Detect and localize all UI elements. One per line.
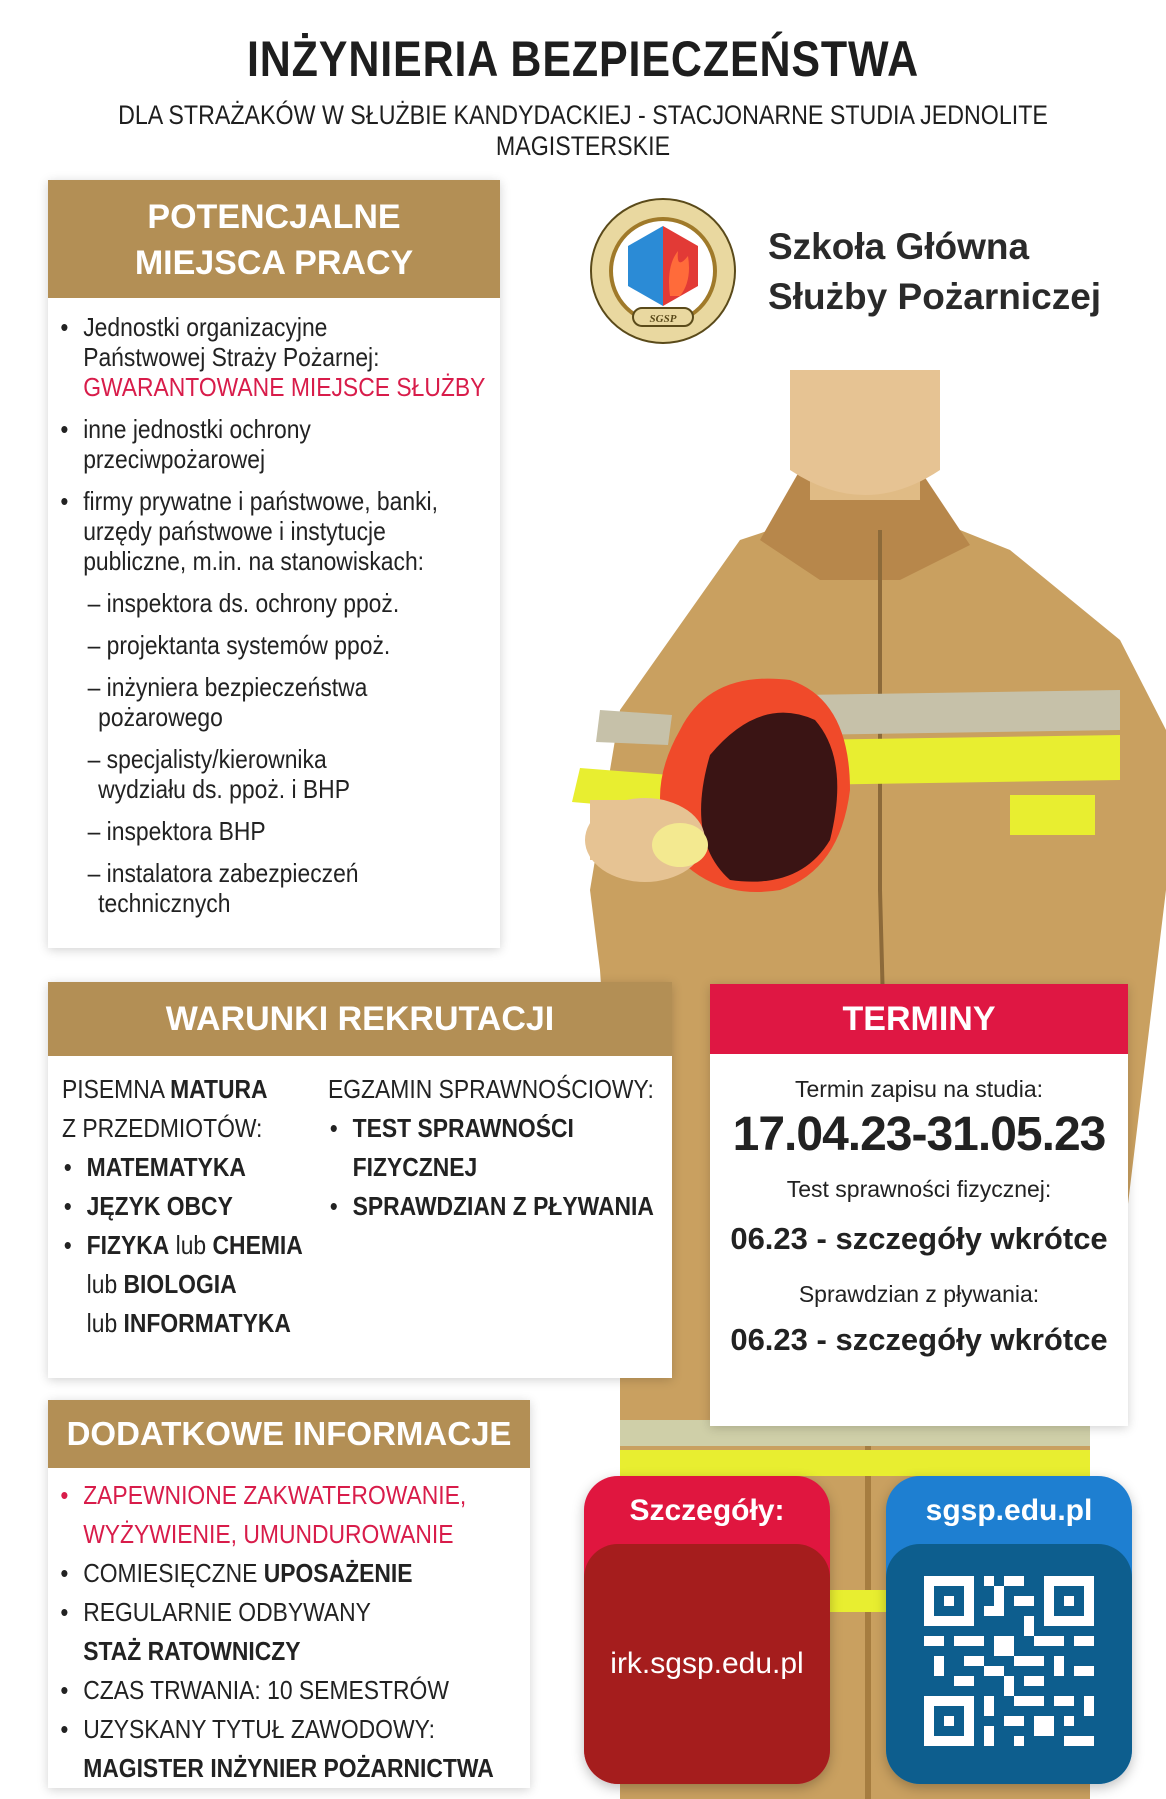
list-text: publiczne, m.in. na stanowiskach:	[83, 546, 425, 576]
text: lub	[86, 1308, 124, 1338]
list-item	[317, 1187, 662, 1226]
jobs-card	[48, 180, 500, 948]
fitness-test-date: 06.23 - szczegóły wkrótce	[730, 1221, 1108, 1256]
school-name-line2: Służby Pożarniczej	[768, 276, 1102, 317]
enrollment-dates: 17.04.23-31.05.23	[732, 1108, 1106, 1161]
text: lub	[86, 1269, 124, 1299]
sub-item: – specjalisty/kierownika	[87, 744, 327, 774]
text: JĘZYK OBCY	[86, 1191, 233, 1221]
list-text: przeciwpożarowej	[83, 444, 266, 474]
list-item	[48, 1593, 523, 1671]
text: FIZYCZNEJ	[352, 1152, 478, 1182]
text: SPRAWDZIAN Z PŁYWANIA	[352, 1191, 654, 1221]
additional-info-card	[48, 1400, 530, 1788]
jobs-header-line1: POTENCJALNE	[147, 198, 401, 236]
recruitment-header: WARUNKI REKRUTACJI	[48, 982, 672, 1056]
sub-item: – projektanta systemów ppoż.	[87, 630, 391, 660]
text: CHEMIA	[212, 1230, 303, 1260]
jobs-list	[48, 298, 488, 918]
list-text: • Jednostki organizacyjne	[83, 312, 328, 342]
sub-item: – inspektora BHP	[87, 816, 266, 846]
sub-item: pożarowego	[98, 702, 223, 732]
text: MAGISTER INŻYNIER POŻARNICTWA	[83, 1753, 494, 1783]
list-item	[48, 486, 488, 576]
list-item	[51, 1148, 317, 1187]
guaranteed-service-highlight: GWARANTOWANE MIEJSCE SŁUŻBY	[83, 372, 486, 402]
additional-info-header: DODATKOWE INFORMACJE	[48, 1400, 530, 1468]
text: lub	[169, 1230, 213, 1260]
list-item	[48, 1554, 523, 1593]
list-item	[48, 1476, 523, 1554]
text: PISEMNA	[62, 1074, 171, 1104]
swimming-test-date: 06.23 - szczegóły wkrótce	[730, 1322, 1108, 1357]
text: COMIESIĘCZNE	[83, 1558, 264, 1588]
text: INFORMATYKA	[123, 1308, 291, 1338]
list-item	[51, 1226, 317, 1343]
swimming-test-label: Sprawdzian z pływania:	[798, 1281, 1040, 1307]
enrollment-label: Termin zapisu na studia:	[794, 1076, 1043, 1102]
text: FIZYKA	[86, 1230, 170, 1260]
details-label: Szczegóły:	[629, 1494, 785, 1527]
list-item	[48, 1710, 523, 1788]
text: • UZYSKANY TYTUŁ ZAWODOWY:	[83, 1714, 435, 1744]
qr-code-icon[interactable]	[924, 1576, 1094, 1746]
website-qr-button[interactable]	[886, 1476, 1132, 1784]
list-text: • inne jednostki ochrony	[83, 414, 311, 444]
website-label: sgsp.edu.pl	[925, 1494, 1093, 1527]
text: • ZAPEWNIONE ZAKWATEROWANIE,	[83, 1480, 467, 1510]
sub-item: – inspektora ds. ochrony ppoż.	[87, 588, 400, 618]
sub-item: – instalatora zabezpieczeń	[87, 858, 359, 888]
matura-title	[62, 1070, 317, 1109]
list-item	[51, 1187, 317, 1226]
list-item	[317, 1109, 662, 1187]
text: BIOLOGIA	[123, 1269, 237, 1299]
jobs-header	[48, 180, 500, 298]
sub-item: wydziału ds. ppoż. i BHP	[98, 774, 350, 804]
sub-item: technicznych	[98, 888, 231, 918]
sub-item: – inżyniera bezpieczeństwa	[87, 672, 368, 702]
text: TEST SPRAWNOŚCI	[352, 1113, 574, 1143]
additional-info-list	[48, 1468, 523, 1788]
list-item: • CZAS TRWANIA: 10 SEMESTRÓW	[48, 1671, 523, 1710]
school-name	[768, 222, 1101, 322]
jobs-header-line2: MIEJSCA PRACY	[134, 244, 414, 282]
list-item	[48, 414, 488, 474]
matura-column	[62, 1070, 317, 1343]
text: MATEMATYKA	[86, 1152, 246, 1182]
fitness-test-label: Test sprawności fizycznej:	[786, 1176, 1052, 1202]
text: STAŻ RATOWNICZY	[83, 1636, 301, 1666]
page-title: INŻYNIERIA BEZPIECZEŃSTWA	[246, 31, 920, 87]
fitness-exam-title: EGZAMIN SPRAWNOŚCIOWY:	[328, 1074, 654, 1104]
list-text: urzędy państwowe i instytucje	[83, 516, 386, 546]
list-text: • firmy prywatne i państwowe, banki,	[83, 486, 438, 516]
list-text: Państwowej Straży Pożarnej:	[83, 342, 380, 372]
matura-subtitle: Z PRZEDMIOTÓW:	[62, 1113, 263, 1143]
details-button[interactable]	[584, 1476, 830, 1784]
details-link[interactable]: irk.sgsp.edu.pl	[610, 1647, 804, 1680]
school-name-line1: Szkoła Główna	[768, 226, 1030, 267]
fitness-exam-column	[328, 1070, 662, 1226]
list-item	[48, 312, 488, 402]
text: MATURA	[170, 1074, 268, 1104]
sgsp-emblem-icon	[588, 196, 738, 346]
terms-header: TERMINY	[710, 984, 1128, 1054]
text: • REGULARNIE ODBYWANY	[83, 1597, 371, 1627]
terms-card	[710, 984, 1128, 1426]
emblem-text: SGSP	[649, 313, 677, 325]
recruitment-card	[48, 982, 672, 1378]
text: WYŻYWIENIE, UMUNDUROWANIE	[83, 1519, 454, 1549]
page-subtitle: DLA STRAŻAKÓW W SŁUŻBIE KANDYDACKIEJ - STACJONARNE STUDIA JEDNOLITE MAGISTERSKIE	[118, 100, 1048, 161]
text: UPOSAŻENIE	[263, 1558, 413, 1588]
